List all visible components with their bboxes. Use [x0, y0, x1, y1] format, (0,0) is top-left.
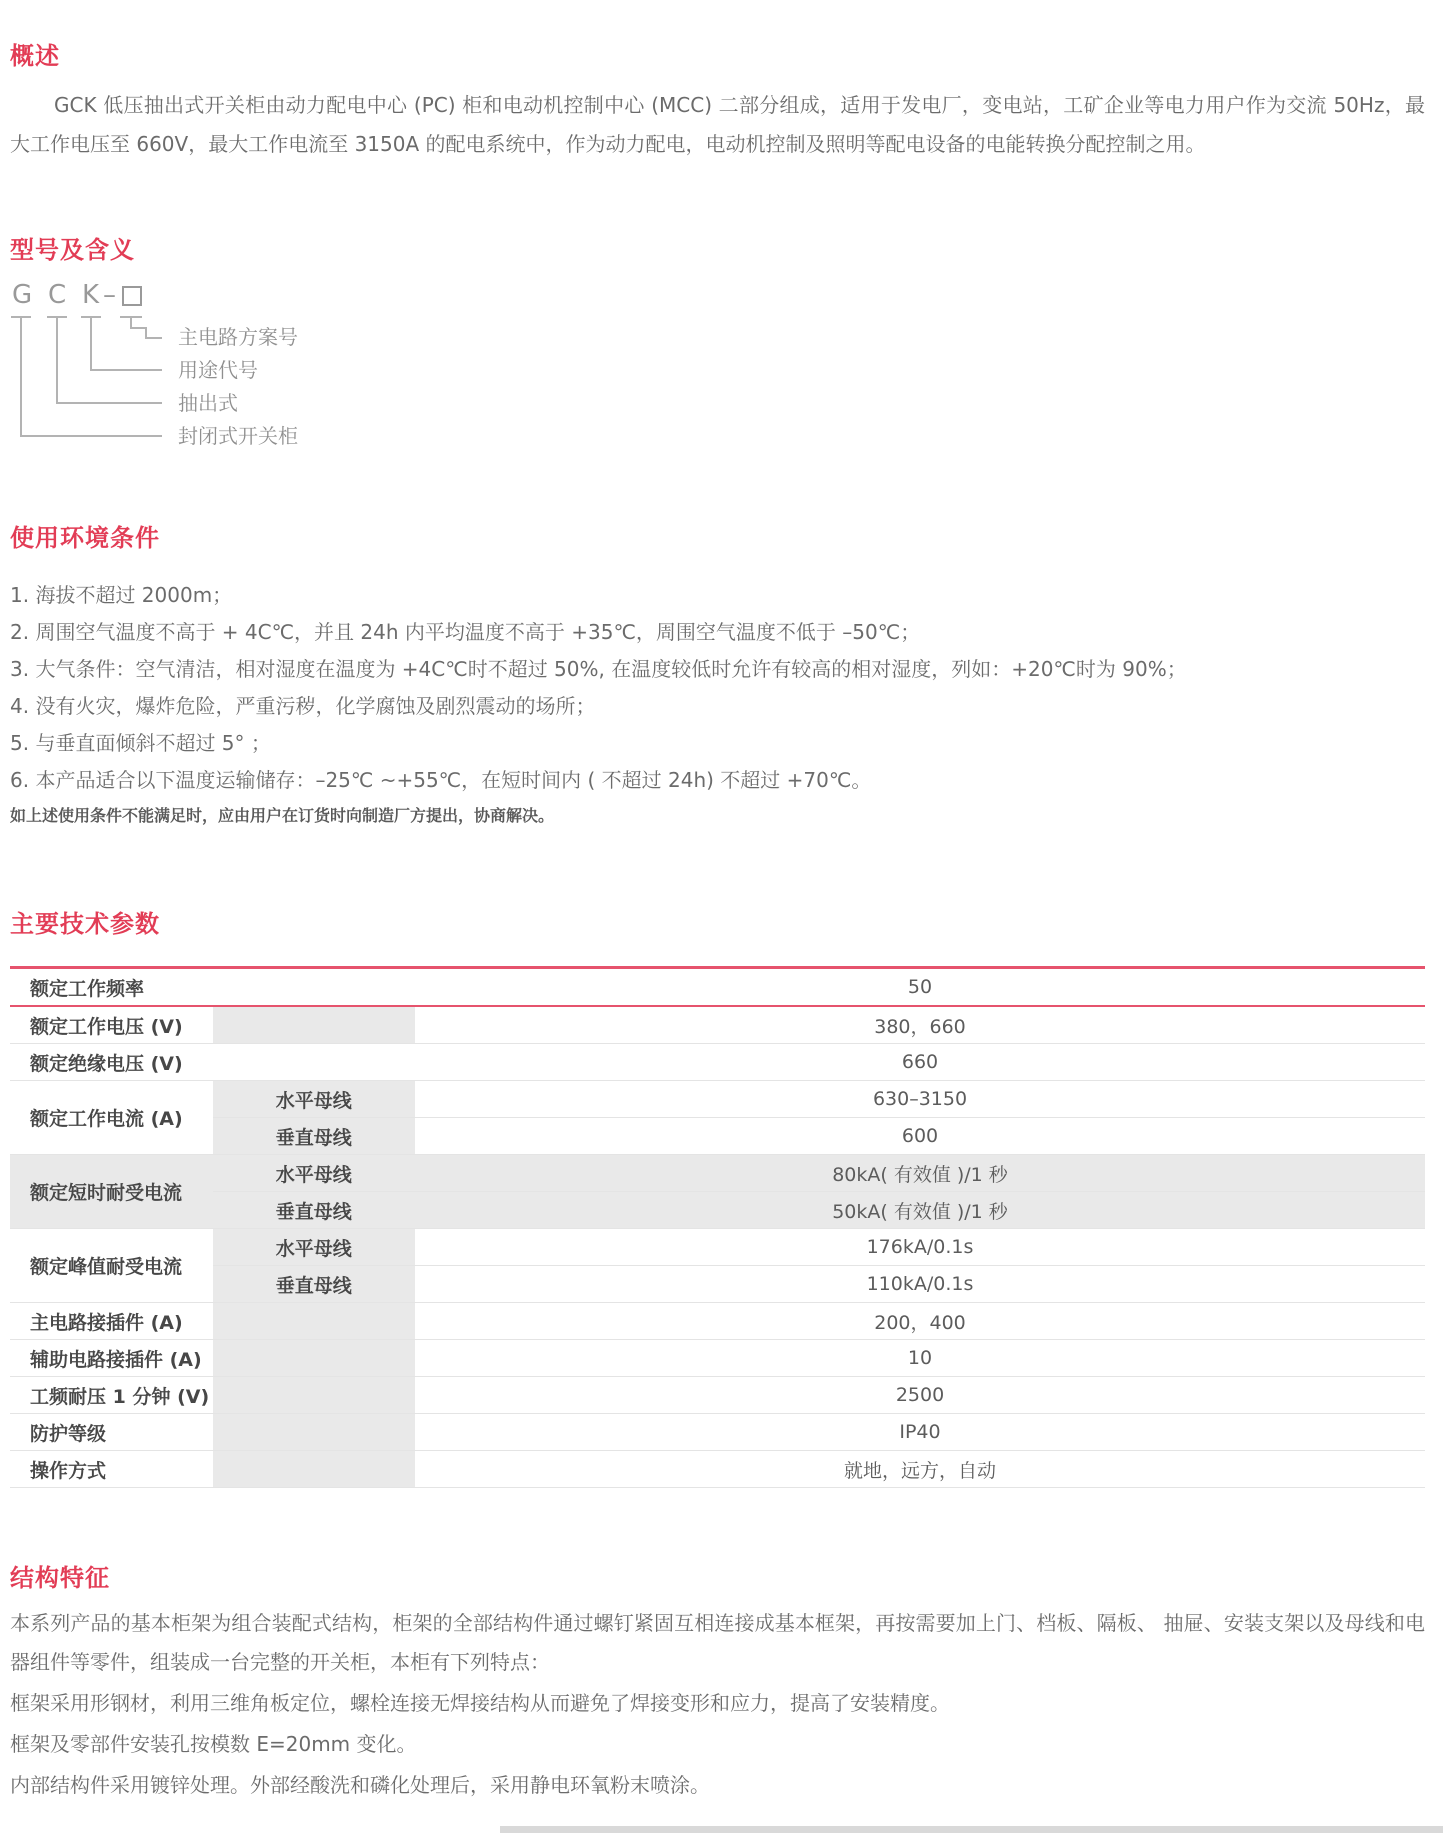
param-value: 176kA/0.1s	[415, 1229, 1425, 1266]
overview-heading: 概述	[10, 42, 60, 70]
environment-heading: 使用环境条件	[10, 524, 160, 552]
code-dash: –	[103, 280, 116, 310]
param-sublabel: 水平母线	[213, 1155, 416, 1192]
structure-heading: 结构特征	[10, 1564, 110, 1592]
code-letter-c: C	[48, 280, 67, 310]
env-item-3: 3. 大气条件：空气清洁，相对湿度在温度为 +4C℃时不超过 50%, 在温度较低时允许有较高的相对湿度，列如：+20℃时为 90%；	[10, 657, 1187, 681]
param-label: 额定绝缘电压 (V)	[10, 1044, 213, 1081]
param-subcell	[213, 1044, 416, 1081]
param-value: IP40	[415, 1414, 1425, 1451]
structure-paragraphs	[10, 1604, 1425, 1807]
table-row	[10, 968, 1425, 1007]
param-subcell	[213, 1340, 416, 1377]
param-subcell	[213, 1377, 416, 1414]
env-item-4: 4. 没有火灾，爆炸危险，严重污秽，化学腐蚀及剧烈震动的场所；	[10, 694, 596, 718]
param-value: 就地，远方，自动	[415, 1451, 1425, 1488]
param-value: 380，660	[415, 1006, 1425, 1044]
param-label: 操作方式	[10, 1451, 213, 1488]
param-label: 额定工作电压 (V)	[10, 1006, 213, 1044]
param-value: 660	[415, 1044, 1425, 1081]
param-value: 2500	[415, 1377, 1425, 1414]
param-label: 额定工作频率	[10, 968, 415, 1007]
table-row	[10, 1044, 1425, 1081]
param-value: 80kA( 有效值 )/1 秒	[415, 1155, 1425, 1192]
environment-conditions-list	[10, 584, 1425, 826]
env-note: 如上述使用条件不能满足时，应由用户在订货时向制造厂方提出，协商解决。	[10, 806, 555, 825]
param-sublabel: 垂直母线	[213, 1118, 416, 1155]
param-value: 110kA/0.1s	[415, 1266, 1425, 1303]
env-item-2: 2. 周围空气温度不高于 + 4C℃，并且 24h 内平均温度不高于 +35℃，周围空气温度不低于 –50℃；	[10, 620, 921, 644]
parameters-table	[10, 966, 1425, 1488]
table-row	[10, 1192, 1425, 1229]
model-heading: 型号及含义	[10, 236, 135, 264]
param-sublabel: 水平母线	[213, 1081, 416, 1118]
label-purpose-code: 用途代号	[178, 358, 258, 382]
env-item-5: 5. 与垂直面倾斜不超过 5° ；	[10, 731, 271, 755]
env-item-6: 6. 本产品适合以下温度运输储存：–25℃ ~+55℃，在短时间内 ( 不超过 24h) 不超过 +70℃。	[10, 768, 872, 792]
param-value: 50	[415, 968, 1425, 1007]
table-row	[10, 1229, 1425, 1266]
param-sublabel: 水平母线	[213, 1229, 416, 1266]
scheme-number-box-icon	[122, 286, 142, 306]
param-subcell	[213, 1006, 416, 1044]
code-letter-k: K	[82, 280, 100, 310]
param-label: 防护等级	[10, 1414, 213, 1451]
table-row	[10, 1266, 1425, 1303]
param-sublabel: 垂直母线	[213, 1266, 416, 1303]
model-code-diagram	[10, 282, 630, 472]
param-sublabel: 垂直母线	[213, 1192, 416, 1229]
table-row	[10, 1414, 1425, 1451]
param-label: 额定工作电流 (A)	[10, 1081, 213, 1155]
table-row	[10, 1155, 1425, 1192]
param-value: 630–3150	[415, 1081, 1425, 1118]
structure-paragraph-3: 框架及零部件安装孔按模数 E=20mm 变化。	[10, 1732, 417, 1756]
table-row	[10, 1451, 1425, 1488]
table-row	[10, 1006, 1425, 1044]
label-scheme-number: 主电路方案号	[178, 325, 298, 349]
table-row	[10, 1377, 1425, 1414]
param-value: 50kA( 有效值 )/1 秒	[415, 1192, 1425, 1229]
table-row	[10, 1081, 1425, 1118]
param-label: 辅助电路接插件 (A)	[10, 1340, 213, 1377]
param-value: 600	[415, 1118, 1425, 1155]
param-subcell	[213, 1414, 416, 1451]
parameters-heading: 主要技术参数	[10, 910, 160, 938]
env-item-1: 1. 海拔不超过 2000m；	[10, 583, 233, 607]
footer-strip	[500, 1826, 1443, 1833]
table-row	[10, 1340, 1425, 1377]
param-subcell	[213, 1451, 416, 1488]
param-label: 主电路接插件 (A)	[10, 1303, 213, 1340]
overview-paragraph: GCK 低压抽出式开关柜由动力配电中心 (PC) 柜和电动机控制中心 (MCC) 二部分组成，适用于发电厂，变电站，工矿企业等电力用户作为交流 50Hz，最大工作电压至 660V，最大工作电流至 3150A 的配电系统中，作为动力配电，电动机控制及照明等配电设备的电能转换分配控制之用。	[10, 93, 1425, 156]
code-letter-g: G	[12, 280, 33, 310]
param-label: 额定峰值耐受电流	[10, 1229, 213, 1303]
label-enclosed-switchgear: 封闭式开关柜	[178, 424, 298, 448]
param-value: 10	[415, 1340, 1425, 1377]
structure-paragraph-4: 内部结构件采用镀锌处理。外部经酸洗和磷化处理后，采用静电环氧粉末喷涂。	[10, 1773, 710, 1797]
param-label: 额定短时耐受电流	[10, 1155, 213, 1229]
label-drawout-type: 抽出式	[178, 391, 238, 415]
param-value: 200，400	[415, 1303, 1425, 1340]
table-row	[10, 1303, 1425, 1340]
structure-paragraph-1: 本系列产品的基本柜架为组合装配式结构，柜架的全部结构件通过螺钉紧固互相连接成基本框架，再按需要加上门、档板、隔板、 抽屉、安装支架以及母线和电器组件等零件，组装成一台完整的开关柜，本柜有下列特点：	[10, 1611, 1425, 1674]
structure-paragraph-2: 框架采用形钢材，利用三维角板定位，螺栓连接无焊接结构从而避免了焊接变形和应力，提高了安装精度。	[10, 1691, 950, 1715]
param-subcell	[213, 1303, 416, 1340]
table-row	[10, 1118, 1425, 1155]
param-label: 工频耐压 1 分钟 (V)	[10, 1377, 213, 1414]
